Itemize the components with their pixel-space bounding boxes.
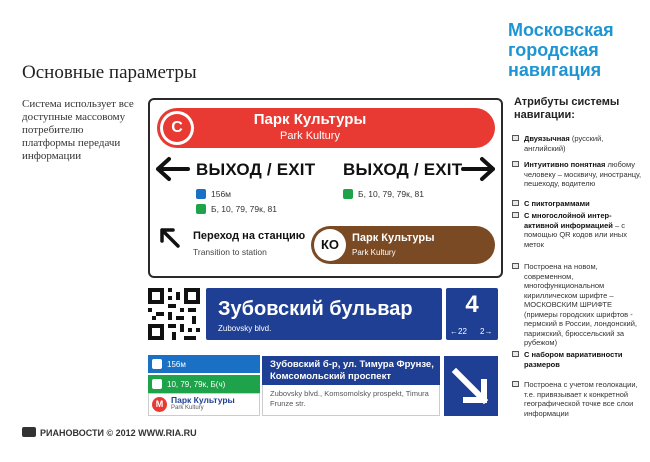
section-subtitle: Основные параметры	[22, 62, 197, 83]
exit-left-label: ВЫХОД / EXIT	[196, 160, 316, 179]
intro-text: Система использует все доступные массовому потребителю платформы передачи информации	[22, 98, 134, 162]
page-title: Московская городская навигация	[508, 20, 614, 80]
footer-copyright: © 2012 WWW.RIA.RU	[106, 428, 197, 438]
ring-station-en: Park Kultury	[352, 248, 396, 257]
bullet-icon	[512, 351, 519, 357]
attribute-bold: С пиктограммами	[524, 199, 590, 208]
attribute-text: (русский, английский)	[524, 134, 604, 153]
transition-ru: Переход на станцию	[193, 230, 306, 242]
arrow-up-left-icon	[158, 226, 182, 255]
bottom-bus-routes: 156м	[167, 359, 186, 369]
bullet-icon	[512, 263, 519, 269]
attribute-bold: С многослойной интер-активной информацией	[524, 211, 613, 230]
bus-icon	[152, 359, 162, 369]
trolley-icon	[152, 379, 162, 389]
line-letter: С	[163, 114, 191, 142]
left-tram-row	[196, 204, 277, 214]
bottom-tram-routes: 10, 79, 79к, Б(ч)	[167, 379, 226, 389]
streets-en: Zubovsky blvd., Komsomolsky prospekt, Timura Frunze str.	[270, 389, 429, 408]
street-name-ru: Зубовский бульвар	[218, 298, 413, 320]
exit-number: 4	[465, 291, 479, 318]
transition-en: Transition to station	[193, 247, 267, 257]
attribute-item	[512, 134, 646, 153]
station-name-ru: Парк Культуры	[253, 111, 367, 128]
attribute-bold: С набором вариативности размеров	[524, 350, 623, 369]
line-circle-icon	[160, 111, 194, 145]
bullet-icon	[512, 381, 519, 387]
exit-left-number: ←22	[450, 327, 467, 336]
attribute-bold: Интуитивно понятная	[524, 160, 606, 169]
attribute-item	[512, 199, 646, 209]
attribute-text: Построена с учетом геолокации, т.е. привязывает к конкретной географической точке все слои информации	[524, 380, 638, 418]
left-bus-routes: 156м	[211, 189, 232, 199]
bottom-bus-row	[148, 355, 260, 373]
bullet-icon	[512, 212, 519, 218]
qr-code-icon	[148, 288, 200, 340]
bottom-station-en: Park Kultury	[171, 405, 204, 411]
left-bus-row	[196, 189, 231, 199]
attribute-item	[512, 160, 646, 189]
footer-logo: РИАНОВОСТИ	[40, 428, 104, 438]
station-name-en: Park Kultury	[280, 130, 340, 142]
bullet-icon	[512, 161, 519, 167]
arrow-right-icon	[461, 156, 495, 188]
ring-station-ru: Парк Культуры	[352, 232, 435, 244]
metro-icon: М	[152, 397, 167, 412]
right-tram-routes: Б, 10, 79, 79к, 81	[358, 189, 425, 199]
bus-icon	[196, 189, 206, 199]
bottom-tram-row	[148, 375, 260, 393]
left-tram-routes: Б, 10, 79, 79к, 81	[211, 204, 278, 214]
ring-line-letter: КО	[314, 229, 346, 261]
attribute-text: Построена на новом, современном, многофункциональном кириллическом шрифте – МОСКОВСКИМ ШРИФТЕ (примеры городских шрифтов - пермский в России, лондонский, парижский, брюссельский за рубежом)	[524, 262, 637, 347]
attributes-title: Атрибуты системы навигации:	[514, 96, 620, 121]
right-tram-row	[343, 189, 424, 199]
attribute-text: – с помощью QR кодов или иных меток	[524, 220, 627, 249]
bullet-icon	[512, 135, 519, 141]
exit-right-label: ВЫХОД / EXIT	[343, 160, 463, 179]
arrow-down-right-icon	[444, 356, 498, 416]
ria-logo-icon	[22, 427, 36, 437]
attribute-item	[512, 350, 646, 369]
street-name-en: Zubovsky blvd.	[218, 324, 272, 333]
bottom-station-ru: Парк Культуры	[171, 395, 235, 405]
footer-credit	[22, 427, 197, 438]
exit-right-number: 2→	[480, 327, 493, 336]
attribute-item	[512, 380, 646, 418]
trolley-icon	[196, 204, 206, 214]
attribute-item	[512, 262, 646, 348]
attribute-text: любому человеку – москвичу, иностранцу, пешеходу, водителю	[524, 160, 642, 188]
trolley-icon	[343, 189, 353, 199]
bullet-icon	[512, 200, 519, 206]
attribute-item	[512, 211, 646, 249]
arrow-left-icon	[156, 156, 190, 188]
attribute-bold: Двуязычная	[524, 134, 570, 143]
streets-ru: Зубовский б-р, ул. Тимура Фрунзе, Комсомольский проспект	[270, 359, 434, 382]
